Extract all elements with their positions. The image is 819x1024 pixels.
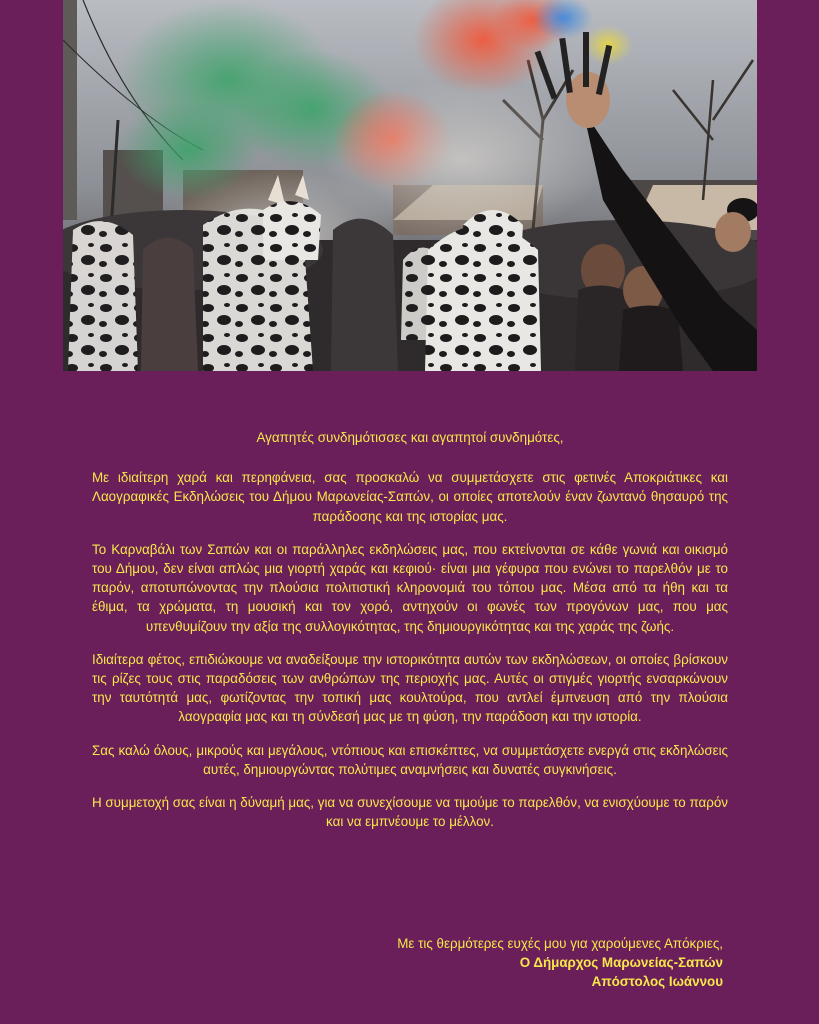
letter-paragraph: Με ιδιαίτερη χαρά και περηφάνεια, σας προσκαλώ να συμμετάσχετε στις φετινές Αποκριάτικες και Λαογραφικές Εκδηλώσεις του Δήμου Μαρωνείας-Σαπών, οι οποίες αποτελούν έναν ζωντανό θησαυρό της παράδοσης και της ιστορίας μας.: [92, 470, 728, 524]
letter-body: [92, 428, 728, 845]
letter-greeting: Αγαπητές συνδημότισσες και αγαπητοί συνδημότες,: [256, 430, 564, 445]
signature-title: Ο Δήμαρχος Μαρωνείας-Σαπών: [519, 955, 723, 970]
signature-name: Απόστολος Ιωάννου: [591, 974, 723, 989]
letter-paragraph: Ιδιαίτερα φέτος, επιδιώκουμε να αναδείξουμε την ιστορικότητα αυτών των εκδηλώσεων, οι οποίες βρίσκουν τις ρίζες τους στις παραδόσεις των ανθρώπων της περιοχής μας. Αυτές οι στιγμές γιορτής ενσαρκώνουν την ταυτότητά μας, φωτίζοντας την τοπική μας κουλτούρα, που αντλεί έμπνευση από την πλούσια λαογραφία μας και τη σύνδεσή μας με τη φύση, την παράδοση και την ιστορία.: [92, 651, 728, 725]
letter-paragraph: Σας καλώ όλους, μικρούς και μεγάλους, ντόπιους και επισκέπτες, να συμμετάσχετε ενεργά στις εκδηλώσεις αυτές, δημιουργώντας πολύτιμες αναμνήσεις και δυνατές συγκινήσεις.: [92, 742, 728, 777]
letter-paragraph: Το Καρναβάλι των Σαπών και οι παράλληλες εκδηλώσεις μας, που εκτείνονται σε κάθε γωνιά και οικισμό του Δήμου, δεν είναι απλώς μια γιορτή χαράς και κεφιού· είναι μια γέφυρα που ενώνει το παρελθόν με το παρόν, αποτυπώνοντας την πλούσια πολιτιστική κληρονομιά του τόπου μας. Μέσα από τα ήθη και τα έθιμα, τα χρώματα, τη μουσική και τον χορό, αντηχούν οι φωνές των προγόνων μας, που μας υπενθυμίζουν την αξία της συλλογικότητας, της δημιουργικότητας και της χαράς της ζωής.: [92, 541, 728, 634]
carnival-photo: [63, 0, 757, 371]
closing-line: Με τις θερμότερες ευχές μου για χαρούμενες Απόκριες,: [397, 936, 723, 951]
signature-block: [397, 934, 723, 991]
letter-paragraph: Η συμμετοχή σας είναι η δύναμή μας, για να συνεχίσουμε να τιμούμε το παρελθόν, να ενισχύουμε το παρόν και να εμπνέουμε το μέλλον.: [92, 795, 728, 830]
